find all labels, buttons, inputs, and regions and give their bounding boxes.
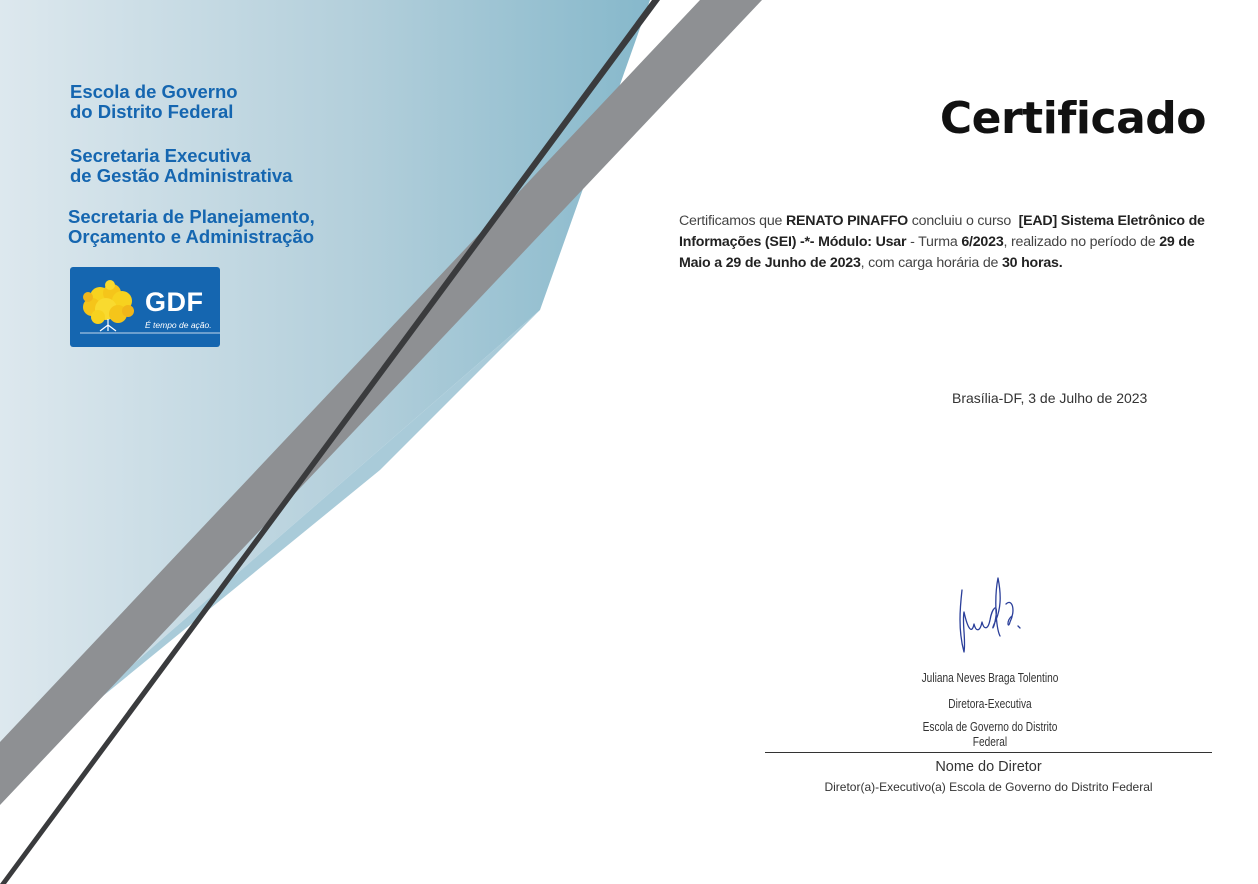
course-name: [EAD] Sistema Eletrônico de Informações (SEI) -*- Módulo: Usar bbox=[679, 213, 1205, 250]
gdf-slogan: É tempo de ação. bbox=[145, 320, 212, 330]
secretariat-executive: Secretaria Executiva de Gestão Administrativa bbox=[70, 145, 293, 186]
intro-text: Certificamos que bbox=[679, 213, 783, 229]
handwritten-signature bbox=[940, 568, 1050, 678]
period-intro: , realizado no período de bbox=[1003, 234, 1156, 250]
certificate-body bbox=[679, 211, 1219, 274]
certificate-title: Certificado bbox=[939, 93, 1206, 144]
concluded-text: concluiu o curso bbox=[911, 213, 1012, 229]
signature-line bbox=[765, 752, 1212, 753]
course-period: 29 de Maio a 29 de Junho de 2023 bbox=[679, 234, 1195, 271]
class-number: 6/2023 bbox=[961, 234, 1004, 250]
signer-name: Juliana Neves Braga Tolentino bbox=[921, 670, 1059, 685]
director-title: Diretor(a)-Executivo(a) Escola de Governo do Distrito Federal bbox=[824, 780, 1153, 794]
secretariat-planning: Secretaria de Planejamento, Orçamento e Administração bbox=[68, 206, 315, 247]
signer-organization: Escola de Governo do Distrito Federal bbox=[922, 719, 1058, 749]
gdf-logo-text: GDF bbox=[145, 287, 204, 317]
signer-role: Diretora-Executiva bbox=[948, 696, 1032, 711]
student-name: RENATO PINAFFO bbox=[786, 213, 908, 229]
period-end: . bbox=[1058, 255, 1063, 271]
place-date: Brasília-DF, 3 de Julho de 2023 bbox=[952, 390, 1148, 406]
gdf-logo bbox=[70, 267, 220, 347]
class-label: - Turma bbox=[910, 234, 958, 250]
director-name-label: Nome do Diretor bbox=[935, 759, 1042, 775]
workload-intro: , com carga horária de bbox=[860, 255, 999, 271]
institution-name: Escola de Governo do Distrito Federal bbox=[70, 81, 238, 122]
workload: 30 horas bbox=[1001, 255, 1059, 271]
